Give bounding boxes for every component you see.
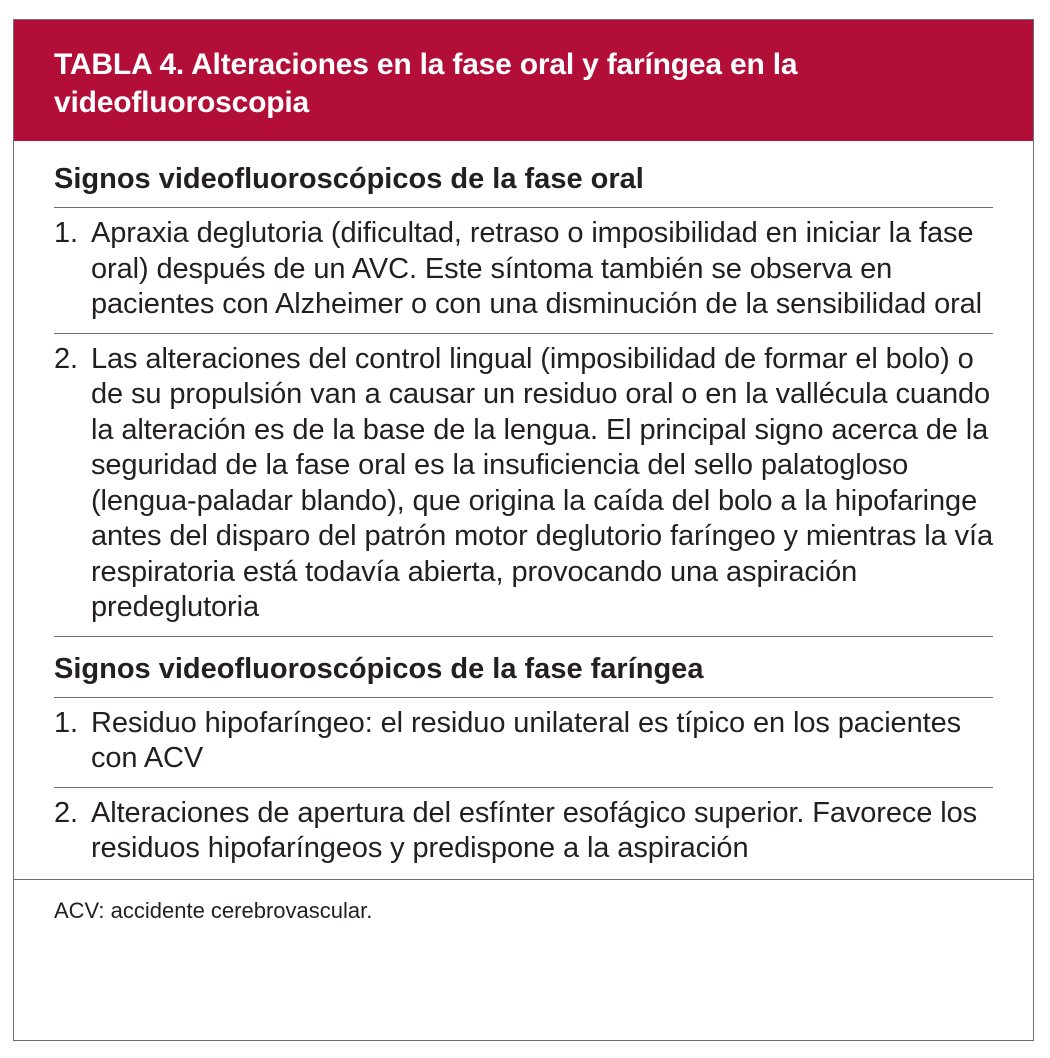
table-label: TABLA 4. (54, 48, 185, 81)
item-text: Apraxia deglutoria (dificultad, retraso o imposibilidad en iniciar la fase oral) después de un AVC. Este síntoma también se observa en pacientes con Alzheimer o con una disminución de la sensibilidad oral (91, 217, 983, 320)
item-text: Las alteraciones del control lingual (imposibilidad de formar el bolo) o de su propulsión van a causar un residuo oral o en la vallécula cuando la alteración es de la base de la lengua. El principal signo acerca de la seguridad de la fase oral es la insuficiencia del sello palatogloso (lengua-paladar blando), que origina la caída del bolo a la hipofaringe antes del disparo del patrón motor deglutorio faríngeo y mientras la vía respiratoria está todavía abierta, provocando una aspiración predeglutoria (91, 342, 993, 623)
list-item (54, 208, 993, 333)
item-text: Alteraciones de apertura del esfínter esofágico superior. Favorece los residuos hipofaríngeos y predispone a la aspiración (91, 796, 978, 864)
table-header (14, 20, 1033, 141)
list-item (54, 698, 993, 787)
section-heading-oral: Signos videofluoroscópicos de la fase oral (54, 163, 644, 195)
list-item (54, 334, 993, 636)
table-frame (13, 19, 1034, 1041)
list-item (54, 788, 993, 877)
table-title: Alteraciones en la fase oral y faríngea en la videofluoroscopia (54, 48, 798, 119)
section-heading-pharyngeal: Signos videofluoroscópicos de la fase faríngea (54, 652, 704, 685)
footnote: ACV: accidente cerebrovascular. (54, 897, 373, 923)
table-body (14, 141, 1033, 877)
item-number: 2. (54, 342, 78, 375)
item-number: 2. (54, 796, 78, 829)
item-number: 1. (54, 706, 78, 739)
item-text: Residuo hipofaríngeo: el residuo unilateral es típico en los pacientes con ACV (91, 706, 961, 774)
item-number: 1. (54, 217, 78, 249)
